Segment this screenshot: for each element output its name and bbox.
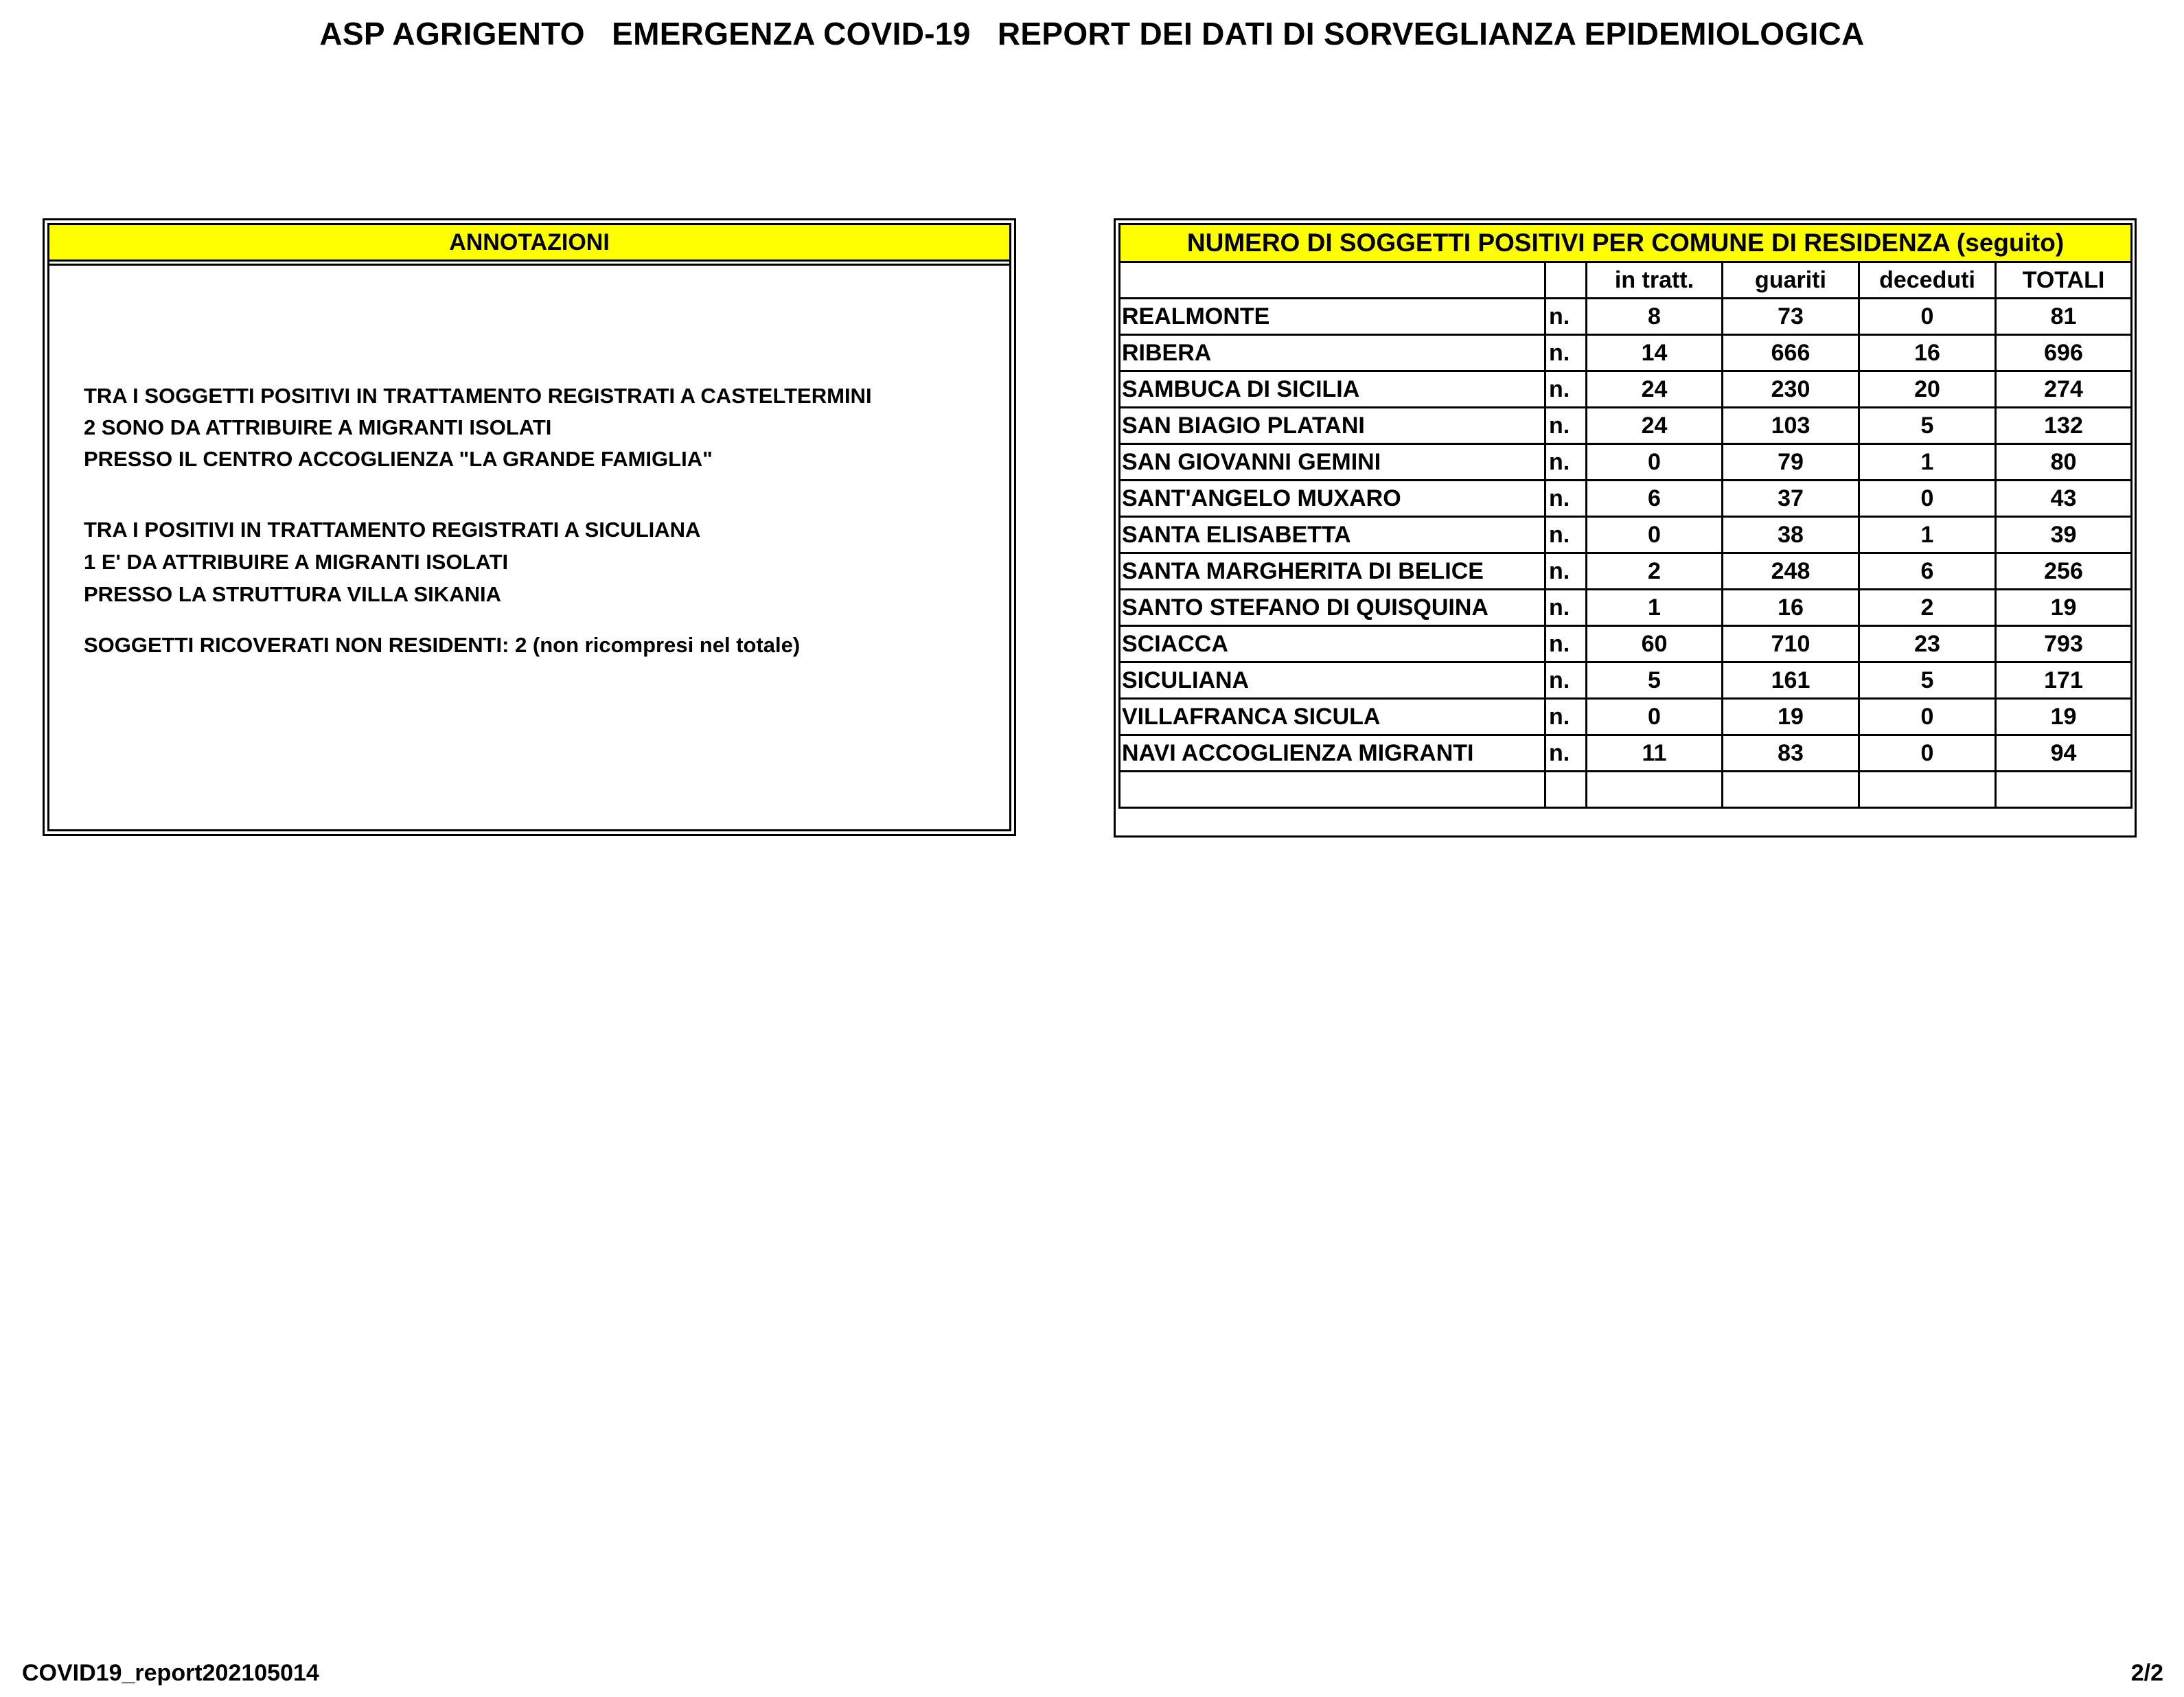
deceduti-value: 6 [1859, 553, 1996, 590]
unit-label: n. [1545, 699, 1587, 735]
guariti-value: 666 [1723, 335, 1859, 371]
guariti-value: 37 [1723, 481, 1859, 517]
empty-cell [1723, 772, 1859, 808]
unit-label: n. [1545, 481, 1587, 517]
deceduti-value: 1 [1859, 444, 1996, 481]
annotations-frame [47, 223, 1011, 831]
guariti-value: 19 [1723, 699, 1859, 735]
totali-value: 43 [1996, 481, 2132, 517]
totali-value: 80 [1996, 444, 2132, 481]
table-row-empty [1120, 772, 2132, 808]
deceduti-value: 16 [1859, 335, 1996, 371]
comune-name: SANTA MARGHERITA DI BELICE [1120, 553, 1545, 590]
comune-name: SCIACCA [1120, 626, 1545, 662]
guariti-value: 16 [1723, 590, 1859, 626]
unit-label: n. [1545, 662, 1587, 699]
page-number: 2/2 [2130, 1660, 2163, 1686]
totali-value: 171 [1996, 662, 2132, 699]
in-trattamento-value: 24 [1587, 408, 1723, 444]
column-header-empty [1120, 262, 1545, 299]
comune-name: NAVI ACCOGLIENZA MIGRANTI [1120, 735, 1545, 772]
annotation-line: TRA I POSITIVI IN TRATTAMENTO REGISTRATI A SICULIANA [84, 518, 701, 542]
deceduti-value: 23 [1859, 626, 1996, 662]
guariti-value: 710 [1723, 626, 1859, 662]
in-trattamento-value: 0 [1587, 517, 1723, 553]
column-header-deceduti: deceduti [1859, 262, 1996, 299]
deceduti-value: 1 [1859, 517, 1996, 553]
table-title-row [1120, 224, 2132, 262]
deceduti-value: 5 [1859, 662, 1996, 699]
guariti-value: 161 [1723, 662, 1859, 699]
unit-label: n. [1545, 517, 1587, 553]
table-row [1120, 371, 2132, 408]
guariti-value: 38 [1723, 517, 1859, 553]
column-header-in-trattamento: in tratt. [1587, 262, 1723, 299]
table-row [1120, 699, 2132, 735]
in-trattamento-value: 14 [1587, 335, 1723, 371]
unit-label: n. [1545, 444, 1587, 481]
empty-cell [1996, 772, 2132, 808]
annotations-header: ANNOTAZIONI [49, 225, 1009, 262]
table-row [1120, 662, 2132, 699]
comune-name: RIBERA [1120, 335, 1545, 371]
totali-value: 19 [1996, 699, 2132, 735]
table-row [1120, 335, 2132, 371]
deceduti-value: 0 [1859, 735, 1996, 772]
table-row [1120, 626, 2132, 662]
guariti-value: 83 [1723, 735, 1859, 772]
table-row [1120, 553, 2132, 590]
in-trattamento-value: 2 [1587, 553, 1723, 590]
column-header-row [1120, 262, 2132, 299]
totali-value: 274 [1996, 371, 2132, 408]
guariti-value: 73 [1723, 299, 1859, 335]
totali-value: 81 [1996, 299, 2132, 335]
annotation-line: PRESSO IL CENTRO ACCOGLIENZA "LA GRANDE FAMIGLIA" [84, 447, 713, 471]
in-trattamento-value: 24 [1587, 371, 1723, 408]
page-title: ASP AGRIGENTO EMERGENZA COVID-19 REPORT DEI DATI DI SORVEGLIANZA EPIDEMIOLOGICA [319, 16, 1865, 51]
unit-label: n. [1545, 553, 1587, 590]
annotation-line: SOGGETTI RICOVERATI NON RESIDENTI: 2 (non ricompresi nel totale) [84, 633, 801, 657]
unit-label: n. [1545, 408, 1587, 444]
deceduti-value: 0 [1859, 481, 1996, 517]
totali-value: 793 [1996, 626, 2132, 662]
cases-table-panel [1114, 218, 2137, 838]
comune-name: SAN GIOVANNI GEMINI [1120, 444, 1545, 481]
table-row [1120, 408, 2132, 444]
deceduti-value: 0 [1859, 699, 1996, 735]
totali-value: 696 [1996, 335, 2132, 371]
in-trattamento-value: 0 [1587, 444, 1723, 481]
annotations-panel [43, 218, 1016, 836]
comune-name: SAN BIAGIO PLATANI [1120, 408, 1545, 444]
unit-label: n. [1545, 335, 1587, 371]
unit-label: n. [1545, 626, 1587, 662]
column-header-totali: TOTALI [1996, 262, 2132, 299]
column-header-guariti: guariti [1723, 262, 1859, 299]
annotation-line: PRESSO LA STRUTTURA VILLA SIKANIA [84, 582, 501, 606]
totali-value: 94 [1996, 735, 2132, 772]
column-header-empty [1545, 262, 1587, 299]
comune-name: SAMBUCA DI SICILIA [1120, 371, 1545, 408]
table-row [1120, 735, 2132, 772]
empty-cell [1545, 772, 1587, 808]
annotation-line: 2 SONO DA ATTRIBUIRE A MIGRANTI ISOLATI [84, 415, 552, 439]
comune-name: VILLAFRANCA SICULA [1120, 699, 1545, 735]
guariti-value: 248 [1723, 553, 1859, 590]
cases-table [1118, 223, 2133, 809]
report-id: COVID19_report202105014 [22, 1660, 319, 1686]
table-title: NUMERO DI SOGGETTI POSITIVI PER COMUNE DI RESIDENZA (seguito) [1120, 224, 2132, 262]
guariti-value: 79 [1723, 444, 1859, 481]
empty-cell [1859, 772, 1996, 808]
table-row [1120, 481, 2132, 517]
empty-cell [1120, 772, 1545, 808]
comune-name: SICULIANA [1120, 662, 1545, 699]
deceduti-value: 5 [1859, 408, 1996, 444]
totali-value: 256 [1996, 553, 2132, 590]
deceduti-value: 2 [1859, 590, 1996, 626]
table-row [1120, 444, 2132, 481]
annotation-line: TRA I SOGGETTI POSITIVI IN TRATTAMENTO REGISTRATI A CASTELTERMINI [84, 384, 872, 408]
totali-value: 39 [1996, 517, 2132, 553]
in-trattamento-value: 6 [1587, 481, 1723, 517]
unit-label: n. [1545, 371, 1587, 408]
totali-value: 19 [1996, 590, 2132, 626]
unit-label: n. [1545, 299, 1587, 335]
comune-name: SANT'ANGELO MUXARO [1120, 481, 1545, 517]
comune-name: SANTA ELISABETTA [1120, 517, 1545, 553]
in-trattamento-value: 5 [1587, 662, 1723, 699]
table-row [1120, 299, 2132, 335]
annotation-line: 1 E' DA ATTRIBUIRE A MIGRANTI ISOLATI [84, 550, 509, 574]
in-trattamento-value: 8 [1587, 299, 1723, 335]
unit-label: n. [1545, 735, 1587, 772]
empty-cell [1587, 772, 1723, 808]
annotations-body [49, 264, 1009, 829]
guariti-value: 103 [1723, 408, 1859, 444]
in-trattamento-value: 60 [1587, 626, 1723, 662]
deceduti-value: 20 [1859, 371, 1996, 408]
table-row [1120, 517, 2132, 553]
in-trattamento-value: 11 [1587, 735, 1723, 772]
in-trattamento-value: 1 [1587, 590, 1723, 626]
table-row [1120, 590, 2132, 626]
totali-value: 132 [1996, 408, 2132, 444]
guariti-value: 230 [1723, 371, 1859, 408]
comune-name: REALMONTE [1120, 299, 1545, 335]
unit-label: n. [1545, 590, 1587, 626]
in-trattamento-value: 0 [1587, 699, 1723, 735]
comune-name: SANTO STEFANO DI QUISQUINA [1120, 590, 1545, 626]
deceduti-value: 0 [1859, 299, 1996, 335]
cases-table-body [1120, 299, 2132, 808]
